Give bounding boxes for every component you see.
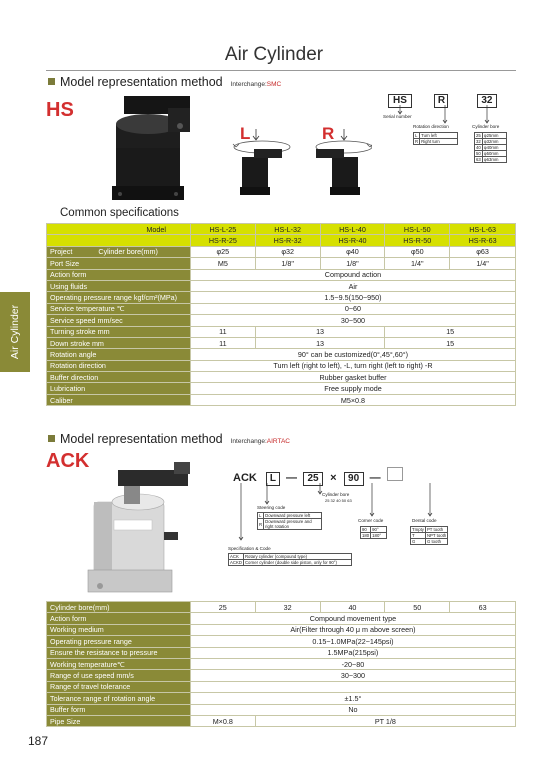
ack-model-box — [387, 467, 403, 481]
table-row: Working medium Air(Filter through 40 μ m above screen) — [47, 624, 516, 635]
dental-code-label: Dental code — [412, 518, 437, 523]
table-row: 25 φ25mm — [475, 133, 507, 139]
table-row: Lubrication Free supply mode — [47, 383, 516, 394]
table-row: Service temperature ℃ 0~60 — [47, 303, 516, 314]
table-row: Working temperature℃ -20~80 — [47, 658, 516, 669]
ack-model-box: 90 — [344, 472, 364, 486]
table-row: Operating pressure range 0.15~1.0MPa(22~145psi) — [47, 636, 516, 647]
table-row: R Downward pressure and right rotation — [258, 519, 322, 530]
table-row: Caliber M5×0.8 — [47, 394, 516, 405]
table-row: 32 φ32mm — [475, 139, 507, 145]
rotate-right-label: R — [322, 124, 335, 143]
corner-code-label: Corner code — [358, 518, 384, 523]
table-row: R Right turn — [414, 139, 458, 145]
hs-model-box: HS — [388, 94, 412, 108]
table-row: Action form Compound action — [47, 269, 516, 280]
table-row: Pipe Size M×0.8 PT 1/8 — [47, 715, 516, 726]
ack-model-prefix: ACK — [233, 472, 257, 484]
side-tab-label: Air Cylinder — [9, 304, 21, 360]
ack-section-title: Model representation method Interchange:AIRTAC — [48, 432, 290, 446]
table-row: 50 φ50mm — [475, 151, 507, 157]
spec-code-label: Specification & Code — [228, 546, 271, 551]
table-row: Operating pressure range kgf/cm²(MPa) 1.5~9.5(150~950) — [47, 292, 516, 303]
corner-code-table — [360, 526, 387, 539]
table-row: Project Cylinder bore(mm) φ25 φ32 φ40 φ50 φ63 — [47, 246, 516, 257]
title-divider — [46, 70, 516, 71]
hs-cylinder-image — [100, 90, 210, 210]
ack-model-box: 25 — [303, 472, 323, 486]
table-row: Buffer direction Rubber gasket buffer — [47, 372, 516, 383]
table-row: Tmpty PT tooth — [411, 527, 448, 533]
table-row: 40 φ40mm — [475, 145, 507, 151]
steering-code-table — [257, 512, 322, 530]
ack-interchange: Interchange:AIRTAC — [230, 438, 290, 445]
ack-model-sep: — — [369, 472, 381, 484]
hs-model-box: 32 — [477, 94, 497, 108]
table-row: Ensure the resistance to pressure 1.5MPa(215psi) — [47, 647, 516, 658]
table-row: 180 180° — [361, 533, 387, 539]
rotation-diagram — [232, 125, 372, 205]
table-row: Buffer form No — [47, 704, 516, 715]
table-row: HS-R-25 HS-R-32 HS-R-40 HS-R-50 HS-R-63 — [47, 235, 516, 246]
table-row: Service speed mm/sec 30~500 — [47, 315, 516, 326]
page-title: Air Cylinder — [224, 44, 324, 65]
bullet-square-icon — [48, 78, 55, 85]
hs-interchange: Interchange:SMC — [230, 81, 282, 88]
hs-section-title: Model representation method Interchange:SMC — [48, 75, 281, 89]
rotation-direction-label: Rotation direction — [413, 124, 449, 129]
table-row: Cylinder bore(mm) 25 32 40 50 63 — [47, 602, 516, 613]
table-row: L Downward pressure left — [258, 513, 322, 519]
table-row: Rotation angle 90° can be customized(0°,45°,60°) — [47, 349, 516, 360]
serial-number-label: Serial number — [383, 114, 412, 119]
cylinder-bore-label: Cylinder bore — [472, 124, 500, 129]
table-row: G G tooth — [411, 539, 448, 545]
ack-model-box: L — [266, 472, 280, 486]
table-row: Rotation direction Turn left (right to left), -L, turn right (left to right) -R — [47, 360, 516, 371]
table-row: Range of use speed mm/s 30~300 — [47, 670, 516, 681]
table-row: ACK Rotary cylinder (compound type) — [229, 554, 352, 560]
table-row: Model HS-L-25 HS-L-32 HS-L-40 HS-L-50 HS-L-63 — [47, 224, 516, 235]
side-tab — [0, 292, 30, 372]
spec-code-connector — [236, 482, 246, 544]
steering-code-label: Steering code — [257, 505, 286, 510]
table-row: Tolerance range of rotation angle ±1.5° — [47, 693, 516, 704]
table-row: 63 φ63mm — [475, 157, 507, 163]
ack-spec-table — [46, 601, 516, 727]
table-row: Port Size M5 1/8" 1/8" 1/4" 1/4" — [47, 258, 516, 269]
table-row: Down stroke mm 11 13 15 — [47, 337, 516, 348]
ack-model-sep: × — [330, 472, 337, 484]
ack-bore-label: Cylinder bore — [322, 492, 350, 497]
cylinder-bore-table — [474, 132, 507, 163]
rotate-left-label: L — [240, 124, 251, 143]
table-row: Action form Compound movement type — [47, 613, 516, 624]
spec-code-table — [228, 553, 352, 566]
ack-code: ACK — [46, 450, 90, 472]
table-row: T NPT tooth — [412, 533, 447, 538]
rotation-direction-table — [413, 132, 458, 145]
table-row: Using fluids Air — [47, 280, 516, 291]
hs-model-box: R — [434, 94, 448, 108]
table-row: 90 90° — [361, 527, 387, 533]
table-row: ACKD Corner cylinder (double side piston, only for 90°) — [229, 560, 352, 566]
table-row: Turning stroke mm 11 13 15 — [47, 326, 516, 337]
hs-code: HS — [46, 99, 74, 121]
ack-model-sep: — — [285, 472, 297, 484]
page-number: 187 — [28, 734, 49, 748]
hs-spec-table — [46, 223, 516, 406]
common-specs-title: Common specifications — [60, 207, 179, 219]
table-row: Range of travel tolerance — [47, 681, 516, 692]
ack-bore-values: 25 32 40 50 63 — [325, 498, 352, 503]
dental-code-table — [410, 526, 448, 545]
ack-cylinder-image — [80, 462, 210, 602]
table-row: L Turn left — [414, 133, 458, 139]
bullet-square-icon — [48, 435, 55, 442]
